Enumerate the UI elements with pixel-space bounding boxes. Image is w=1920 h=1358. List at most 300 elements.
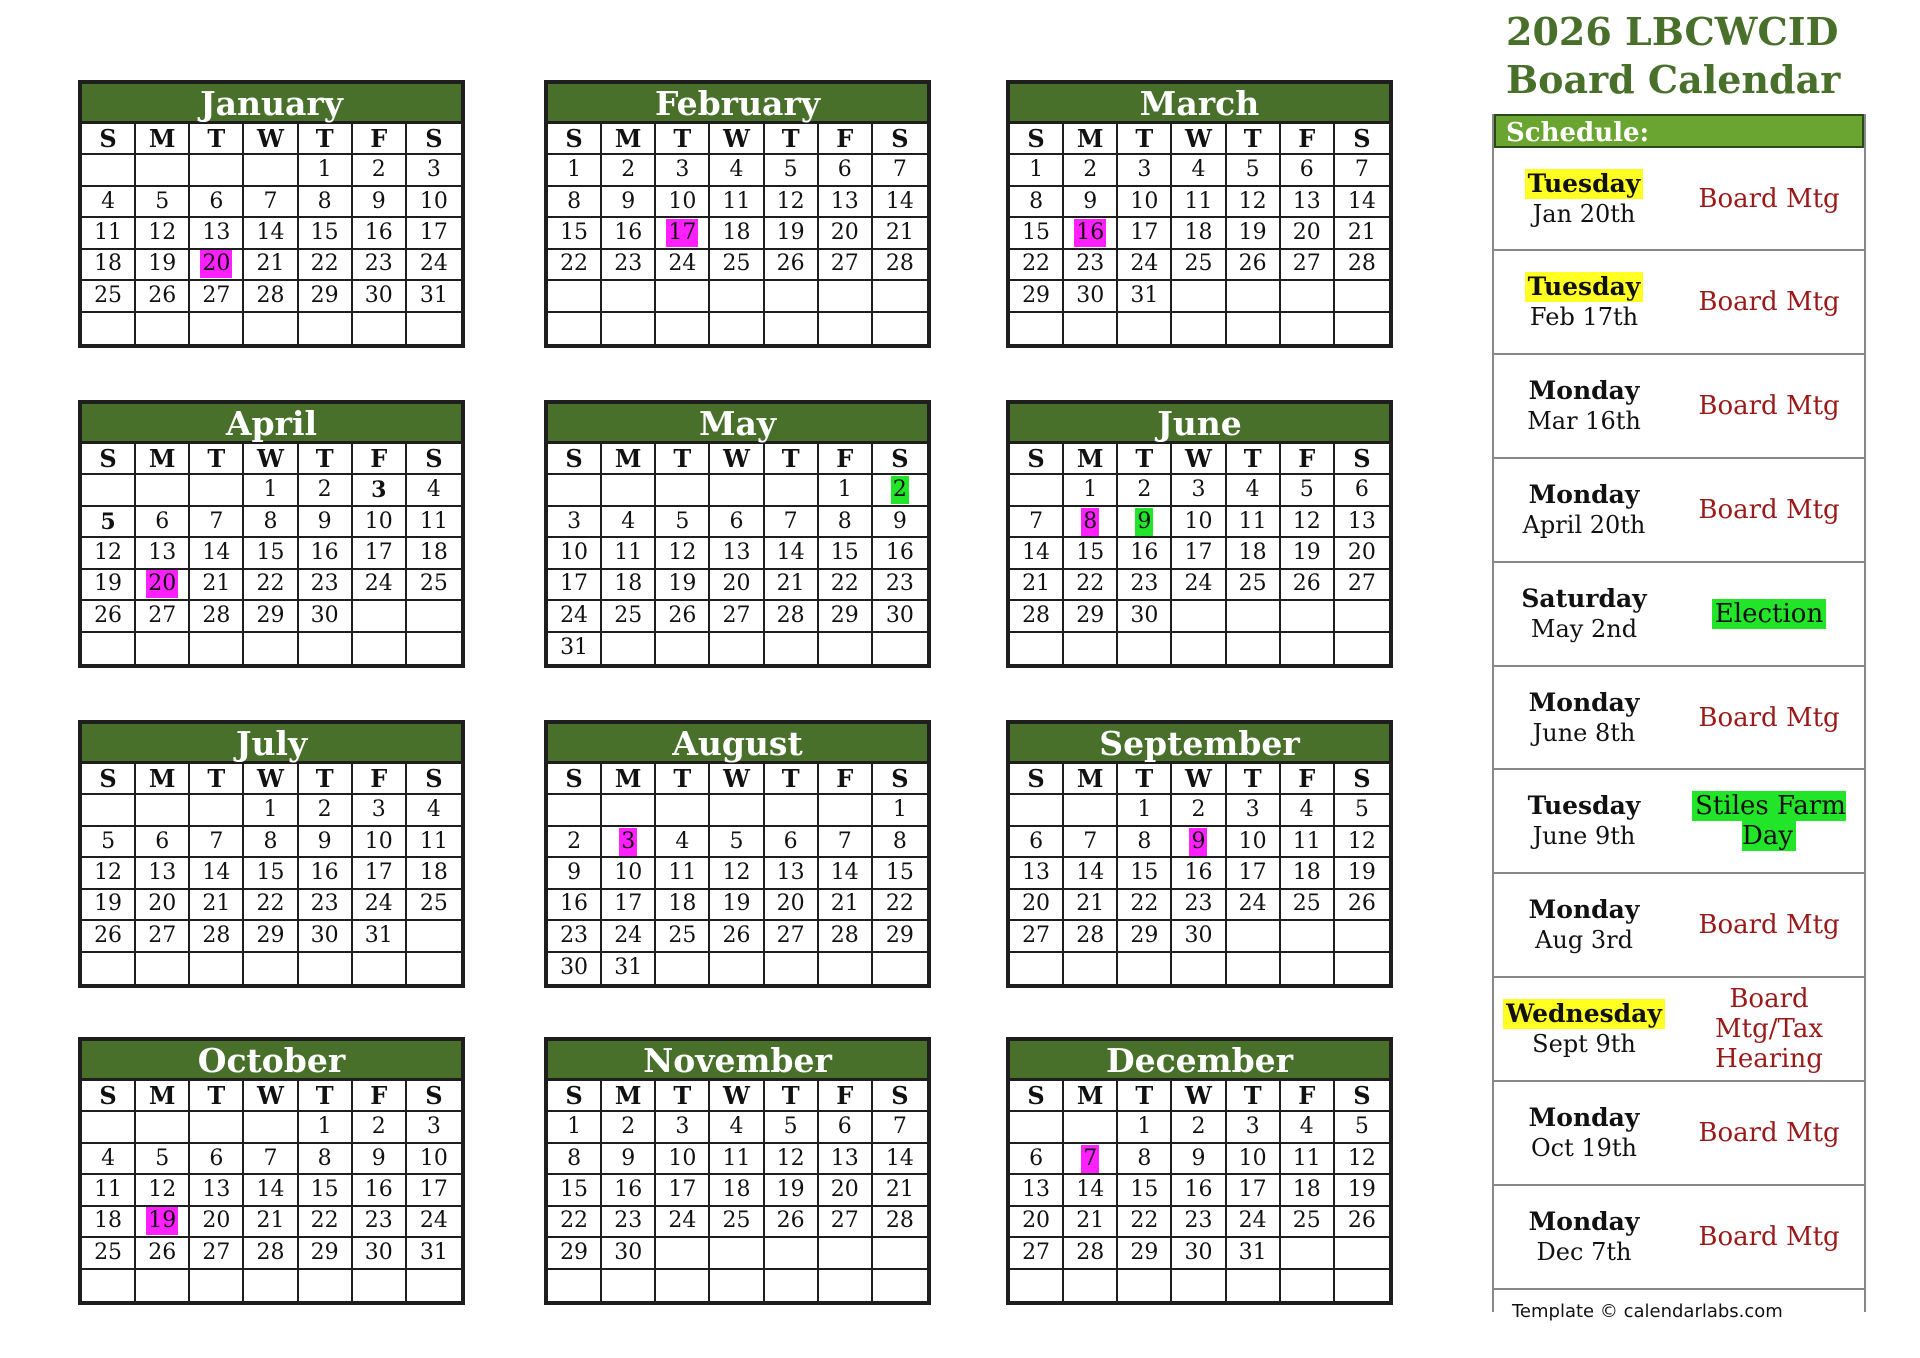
empty-day-cell — [710, 475, 764, 506]
day-cell — [1227, 475, 1281, 506]
empty-day-cell — [656, 1270, 710, 1301]
day-cell — [1281, 218, 1335, 249]
day-cell — [1064, 218, 1118, 249]
day-cell — [407, 507, 461, 538]
day-cell — [710, 858, 764, 889]
day-number: 20 — [1022, 891, 1051, 917]
day-number: 6 — [837, 1114, 852, 1140]
day-cell — [190, 921, 244, 952]
day-number: 22 — [885, 891, 914, 917]
day-cell — [244, 1175, 298, 1206]
day-number: 8 — [263, 828, 278, 854]
empty-day-cell — [244, 155, 298, 186]
day-cell — [710, 890, 764, 921]
day-number: 16 — [1184, 1176, 1213, 1202]
day-number: 1 — [837, 477, 852, 503]
day-cell — [299, 538, 353, 569]
day-cell — [299, 1175, 353, 1206]
day-number: 10 — [1130, 188, 1159, 214]
day-number: 24 — [419, 251, 448, 277]
day-number: 28 — [256, 282, 285, 308]
day-cell — [602, 1175, 656, 1206]
weekday-header: M — [1064, 1081, 1118, 1112]
day-number: 19 — [722, 891, 751, 917]
day-cell — [190, 1175, 244, 1206]
day-cell — [1335, 475, 1389, 506]
day-cell — [82, 1207, 136, 1238]
weekday-header: F — [353, 124, 407, 155]
day-number: 12 — [1238, 188, 1267, 214]
weekday-header: F — [353, 764, 407, 795]
day-cell — [136, 218, 190, 249]
weekday-header: S — [1335, 124, 1389, 155]
day-cell — [1172, 250, 1226, 281]
schedule-row — [1494, 874, 1864, 978]
day-number: 17 — [560, 571, 589, 597]
day-cell — [244, 507, 298, 538]
day-number: 17 — [668, 1176, 697, 1202]
day-cell — [656, 921, 710, 952]
empty-day-cell — [656, 1238, 710, 1269]
day-cell — [548, 921, 602, 952]
empty-day-cell — [82, 953, 136, 984]
day-cell — [1010, 921, 1064, 952]
day-number: 18 — [1292, 859, 1321, 885]
day-cell — [244, 1238, 298, 1269]
day-number: 27 — [776, 922, 805, 948]
day-cell — [1064, 1175, 1118, 1206]
weekday-header: M — [1064, 764, 1118, 795]
empty-day-cell — [244, 1270, 298, 1301]
weekday-header: S — [1010, 1081, 1064, 1112]
schedule-event — [1674, 599, 1864, 629]
day-number: 18 — [94, 1208, 123, 1234]
empty-day-cell — [1010, 475, 1064, 506]
day-number: 25 — [722, 251, 751, 277]
empty-day-cell — [873, 1238, 927, 1269]
day-number: 5 — [1299, 477, 1314, 503]
empty-day-cell — [819, 1238, 873, 1269]
day-number: 30 — [364, 282, 393, 308]
day-cell — [244, 570, 298, 601]
day-cell — [656, 250, 710, 281]
month-grid — [548, 764, 927, 984]
day-cell — [710, 250, 764, 281]
day-number: 5 — [1354, 1114, 1369, 1140]
weekday-header: M — [1064, 124, 1118, 155]
day-cell — [656, 155, 710, 186]
day-cell — [1064, 1238, 1118, 1269]
day-cell — [656, 570, 710, 601]
day-cell — [353, 1207, 407, 1238]
day-cell — [407, 1112, 461, 1143]
day-number: 24 — [614, 922, 643, 948]
day-number: 16 — [364, 1176, 393, 1202]
weekday-header: M — [136, 124, 190, 155]
day-cell — [190, 507, 244, 538]
weekday-header: S — [548, 124, 602, 155]
day-cell — [710, 187, 764, 218]
day-number: 15 — [256, 859, 285, 885]
day-number: 8 — [1137, 1145, 1152, 1171]
schedule-event-label: Board Mtg — [1698, 910, 1840, 940]
empty-day-cell — [710, 633, 764, 664]
day-number: 26 — [1347, 891, 1376, 917]
day-cell — [1172, 890, 1226, 921]
month-august — [544, 720, 931, 988]
empty-day-cell — [710, 953, 764, 984]
day-cell — [353, 1144, 407, 1175]
weekday-header: M — [136, 1081, 190, 1112]
empty-day-cell — [819, 281, 873, 312]
day-number: 20 — [1022, 1208, 1051, 1234]
day-number: 22 — [830, 571, 859, 597]
weekday-header: T — [1118, 124, 1172, 155]
day-cell — [656, 858, 710, 889]
weekday-header: W — [1172, 764, 1226, 795]
day-cell — [1064, 858, 1118, 889]
day-cell — [1335, 827, 1389, 858]
day-cell — [548, 1112, 602, 1143]
schedule-weekday: Monday — [1528, 895, 1640, 924]
day-cell — [407, 858, 461, 889]
month-february — [544, 80, 931, 348]
empty-day-cell — [1064, 953, 1118, 984]
empty-day-cell — [819, 795, 873, 826]
day-cell — [765, 1144, 819, 1175]
empty-day-cell — [1172, 313, 1226, 344]
day-cell — [1335, 250, 1389, 281]
day-cell — [1010, 218, 1064, 249]
day-number: 9 — [371, 1145, 386, 1171]
empty-day-cell — [244, 633, 298, 664]
day-cell — [353, 921, 407, 952]
day-number: 21 — [1076, 1208, 1105, 1234]
day-cell — [299, 475, 353, 506]
day-cell — [136, 187, 190, 218]
day-cell — [353, 475, 407, 506]
day-number: 12 — [776, 1145, 805, 1171]
day-cell — [1118, 1112, 1172, 1143]
month-title: December — [1010, 1041, 1389, 1081]
day-number: 11 — [722, 188, 751, 214]
month-july — [78, 720, 465, 988]
weekday-header: S — [407, 124, 461, 155]
day-cell — [82, 921, 136, 952]
empty-day-cell — [353, 601, 407, 632]
day-number: 10 — [560, 539, 589, 565]
empty-day-cell — [353, 633, 407, 664]
day-cell — [1281, 858, 1335, 889]
day-number: 6 — [155, 828, 170, 854]
day-cell — [407, 281, 461, 312]
day-cell — [299, 187, 353, 218]
day-cell — [407, 1144, 461, 1175]
empty-day-cell — [407, 1270, 461, 1301]
empty-day-cell — [602, 795, 656, 826]
empty-day-cell — [1227, 313, 1281, 344]
day-number: 28 — [885, 251, 914, 277]
schedule-event-label: Board Mtg — [1698, 702, 1840, 733]
schedule-weekday: Tuesday — [1525, 272, 1644, 302]
schedule-weekday: Tuesday — [1527, 791, 1641, 820]
day-cell — [1281, 507, 1335, 538]
empty-day-cell — [244, 953, 298, 984]
day-number: 14 — [256, 219, 285, 245]
day-number: 21 — [1076, 891, 1105, 917]
weekday-header: T — [1227, 764, 1281, 795]
weekday-header: S — [1010, 444, 1064, 475]
day-cell — [136, 1144, 190, 1175]
day-cell — [1118, 538, 1172, 569]
day-cell — [656, 507, 710, 538]
month-grid — [1010, 764, 1389, 984]
day-number: 29 — [256, 922, 285, 948]
empty-day-cell — [407, 921, 461, 952]
day-number: 21 — [202, 571, 231, 597]
month-grid — [548, 1081, 927, 1301]
day-cell — [819, 475, 873, 506]
day-cell — [548, 1207, 602, 1238]
day-number: 31 — [419, 282, 448, 308]
day-number: 10 — [1184, 508, 1213, 534]
day-cell — [353, 795, 407, 826]
weekday-header: W — [710, 764, 764, 795]
empty-day-cell — [1172, 633, 1226, 664]
schedule-row — [1494, 251, 1864, 355]
day-number: 17 — [1184, 539, 1213, 565]
day-number: 18 — [722, 1176, 751, 1202]
day-number: 19 — [148, 251, 177, 277]
day-cell — [353, 1175, 407, 1206]
day-number: 21 — [256, 251, 285, 277]
month-title: January — [82, 84, 461, 124]
day-cell — [819, 1144, 873, 1175]
day-number: 8 — [263, 508, 278, 534]
day-cell — [819, 1207, 873, 1238]
day-number: 22 — [310, 1208, 339, 1234]
day-number: 23 — [1130, 571, 1159, 597]
day-number: 20 — [148, 891, 177, 917]
day-cell — [299, 281, 353, 312]
day-number: 14 — [885, 1145, 914, 1171]
weekday-header: T — [1118, 444, 1172, 475]
empty-day-cell — [656, 475, 710, 506]
day-number: 28 — [1347, 251, 1376, 277]
day-number: 9 — [621, 188, 636, 214]
day-number: 2 — [371, 1114, 386, 1140]
day-cell — [136, 281, 190, 312]
day-number: 3 — [1245, 1114, 1260, 1140]
day-cell — [299, 570, 353, 601]
day-cell — [1227, 218, 1281, 249]
empty-day-cell — [1064, 633, 1118, 664]
day-number: 16 — [364, 219, 393, 245]
day-cell — [407, 795, 461, 826]
empty-day-cell — [1281, 1270, 1335, 1301]
day-number: 18 — [668, 891, 697, 917]
empty-day-cell — [190, 953, 244, 984]
day-number: 25 — [668, 922, 697, 948]
highlighted-day-number: 9 — [1137, 508, 1152, 534]
day-cell — [765, 601, 819, 632]
empty-day-cell — [1010, 313, 1064, 344]
day-cell — [353, 187, 407, 218]
empty-day-cell — [353, 953, 407, 984]
day-number: 10 — [419, 1145, 448, 1171]
day-number: 8 — [317, 1145, 332, 1171]
day-number: 30 — [1130, 602, 1159, 628]
day-number: 16 — [885, 539, 914, 565]
month-december — [1006, 1037, 1393, 1305]
day-number: 21 — [830, 891, 859, 917]
day-number: 5 — [1354, 797, 1369, 823]
day-cell — [1064, 155, 1118, 186]
day-cell — [656, 1175, 710, 1206]
day-number: 13 — [148, 539, 177, 565]
day-cell — [244, 1144, 298, 1175]
day-number: 24 — [1184, 571, 1213, 597]
weekday-header: F — [1281, 124, 1335, 155]
weekday-header: S — [873, 124, 927, 155]
day-cell — [190, 281, 244, 312]
day-number: 28 — [1076, 1239, 1105, 1265]
empty-day-cell — [1010, 953, 1064, 984]
day-number: 27 — [202, 282, 231, 308]
day-cell — [1010, 1238, 1064, 1269]
empty-day-cell — [1010, 795, 1064, 826]
day-cell — [82, 281, 136, 312]
schedule-header: Schedule: — [1494, 114, 1864, 148]
empty-day-cell — [136, 795, 190, 826]
day-cell — [710, 570, 764, 601]
day-cell — [299, 858, 353, 889]
day-number: 31 — [1130, 282, 1159, 308]
day-number: 7 — [263, 1145, 278, 1171]
empty-day-cell — [602, 313, 656, 344]
schedule-event — [1674, 1222, 1864, 1252]
weekday-header: T — [656, 764, 710, 795]
day-number: 31 — [614, 955, 643, 981]
day-number: 5 — [100, 508, 116, 535]
schedule-weekday: Tuesday — [1525, 169, 1644, 199]
day-cell — [353, 507, 407, 538]
day-cell — [548, 538, 602, 569]
day-number: 22 — [1022, 251, 1051, 277]
weekday-header: T — [1118, 1081, 1172, 1112]
day-cell — [819, 218, 873, 249]
day-cell — [548, 250, 602, 281]
empty-day-cell — [602, 281, 656, 312]
weekday-header: S — [1335, 1081, 1389, 1112]
day-cell — [1335, 795, 1389, 826]
empty-day-cell — [548, 313, 602, 344]
day-number: 19 — [94, 891, 123, 917]
day-number: 15 — [256, 539, 285, 565]
day-cell — [1010, 570, 1064, 601]
day-number: 12 — [94, 539, 123, 565]
empty-day-cell — [1335, 633, 1389, 664]
day-cell — [602, 953, 656, 984]
empty-day-cell — [1335, 1238, 1389, 1269]
empty-day-cell — [136, 1112, 190, 1143]
day-cell — [819, 155, 873, 186]
day-number: 6 — [155, 508, 170, 534]
day-number: 4 — [675, 828, 690, 854]
day-number: 7 — [892, 1114, 907, 1140]
day-number: 20 — [202, 1208, 231, 1234]
day-cell — [299, 1207, 353, 1238]
empty-day-cell — [136, 1270, 190, 1301]
empty-day-cell — [873, 281, 927, 312]
day-number: 13 — [776, 859, 805, 885]
day-cell — [1172, 507, 1226, 538]
day-number: 26 — [1238, 251, 1267, 277]
day-cell — [190, 1207, 244, 1238]
weekday-header: T — [765, 764, 819, 795]
day-cell — [82, 601, 136, 632]
day-cell — [1227, 827, 1281, 858]
day-number: 19 — [1347, 1176, 1376, 1202]
empty-day-cell — [765, 313, 819, 344]
day-cell — [1064, 507, 1118, 538]
day-number: 28 — [1076, 922, 1105, 948]
day-cell — [1281, 475, 1335, 506]
month-grid — [1010, 124, 1389, 344]
day-number: 4 — [426, 477, 441, 503]
day-number: 4 — [101, 188, 116, 214]
empty-day-cell — [873, 313, 927, 344]
day-cell — [873, 475, 927, 506]
day-cell — [1064, 538, 1118, 569]
empty-day-cell — [244, 1112, 298, 1143]
day-cell — [1227, 570, 1281, 601]
day-cell — [1010, 890, 1064, 921]
empty-day-cell — [873, 1270, 927, 1301]
day-cell — [710, 538, 764, 569]
day-number: 21 — [885, 1176, 914, 1202]
day-number: 2 — [567, 828, 582, 854]
day-number: 1 — [263, 797, 278, 823]
day-cell — [1172, 570, 1226, 601]
day-number: 11 — [722, 1145, 751, 1171]
schedule-event — [1674, 495, 1864, 525]
day-cell — [819, 1175, 873, 1206]
day-number: 11 — [419, 508, 448, 534]
day-number: 9 — [1083, 188, 1098, 214]
day-number: 2 — [1137, 477, 1152, 503]
day-number: 27 — [148, 922, 177, 948]
day-cell — [602, 601, 656, 632]
weekday-header: M — [136, 764, 190, 795]
schedule-date-text: Dec 7th — [1536, 1238, 1632, 1266]
day-cell — [136, 507, 190, 538]
day-number: 18 — [614, 571, 643, 597]
day-number: 7 — [1354, 157, 1369, 183]
day-cell — [299, 155, 353, 186]
schedule-row — [1494, 1082, 1864, 1186]
day-number: 19 — [776, 1176, 805, 1202]
day-cell — [602, 538, 656, 569]
empty-day-cell — [765, 1238, 819, 1269]
day-number: 22 — [256, 891, 285, 917]
day-cell — [1118, 155, 1172, 186]
day-cell — [873, 601, 927, 632]
empty-day-cell — [1064, 1112, 1118, 1143]
day-number: 26 — [1292, 571, 1321, 597]
day-cell — [136, 570, 190, 601]
day-cell — [299, 1238, 353, 1269]
